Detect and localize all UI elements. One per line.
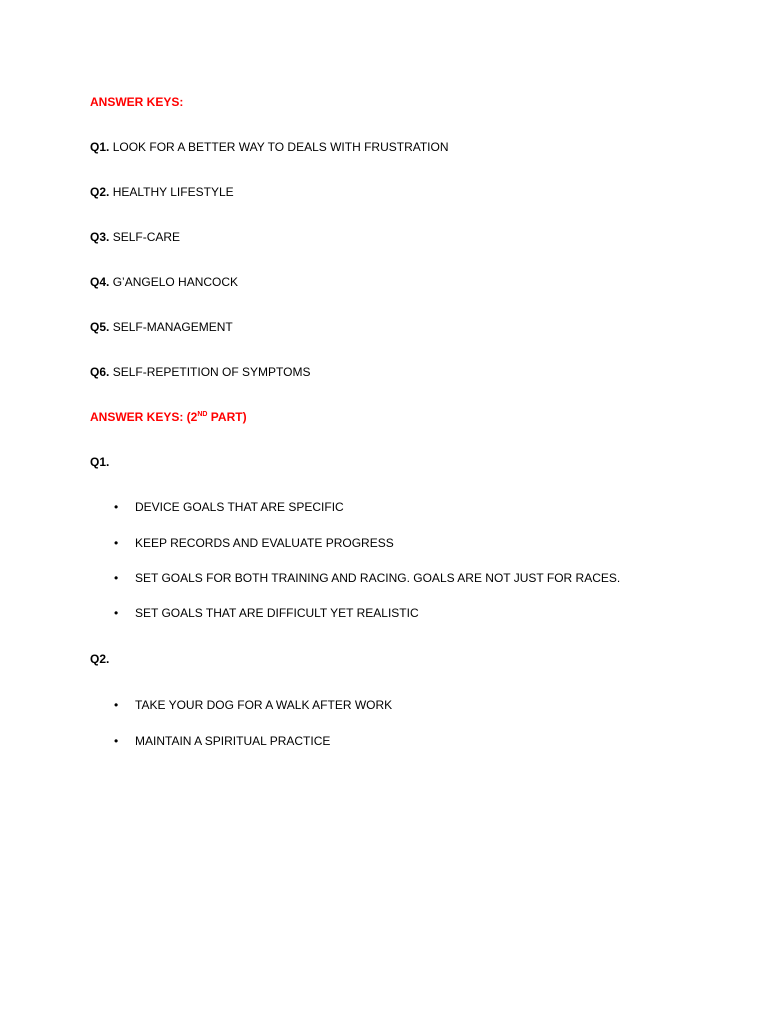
bullet-icon: • <box>114 536 119 550</box>
question-number: Q6. <box>90 365 110 379</box>
bullet-icon: • <box>114 500 119 514</box>
list-item <box>114 570 621 586</box>
answer-keys-heading: ANSWER KEYS: <box>90 95 184 109</box>
bullet-icon: • <box>114 606 119 620</box>
list-item <box>114 535 394 551</box>
heading-prefix: ANSWER KEYS: (2 <box>90 410 198 424</box>
answer-keys-part2-heading <box>90 409 247 425</box>
list-item <box>114 697 393 713</box>
answer-text: HEALTHY LIFESTYLE <box>112 185 234 199</box>
list-item <box>114 733 331 749</box>
list-item-text: KEEP RECORDS AND EVALUATE PROGRESS <box>135 536 394 550</box>
question-number: Q2. <box>90 185 110 199</box>
list-item-text: DEVICE GOALS THAT ARE SPECIFIC <box>135 500 344 514</box>
answer-q6 <box>90 364 311 380</box>
answer-q4 <box>90 274 238 290</box>
bullet-icon: • <box>114 571 119 585</box>
answer-text: LOOK FOR A BETTER WAY TO DEALS WITH FRUSTRATION <box>112 140 449 154</box>
answer-q2 <box>90 184 234 200</box>
bullet-icon: • <box>114 698 119 712</box>
answer-text: SELF-MANAGEMENT <box>112 320 233 334</box>
part2-q2-label: Q2. <box>90 652 110 666</box>
question-number: Q1. <box>90 140 110 154</box>
answer-q1 <box>90 139 449 155</box>
list-item-text: TAKE YOUR DOG FOR A WALK AFTER WORK <box>135 698 393 712</box>
heading-suffix: PART) <box>207 410 247 424</box>
answer-text: SELF-REPETITION OF SYMPTOMS <box>112 365 311 379</box>
part2-q1-label: Q1. <box>90 455 110 469</box>
answer-text: G’ANGELO HANCOCK <box>112 275 239 289</box>
question-number: Q4. <box>90 275 110 289</box>
list-item <box>114 499 344 515</box>
bullet-icon: • <box>114 734 119 748</box>
answer-text: SELF-CARE <box>112 230 181 244</box>
answer-q3 <box>90 229 180 245</box>
list-item-text: SET GOALS FOR BOTH TRAINING AND RACING. GOALS ARE NOT JUST FOR RACES. <box>135 571 621 585</box>
question-number: Q3. <box>90 230 110 244</box>
list-item-text: MAINTAIN A SPIRITUAL PRACTICE <box>135 734 331 748</box>
heading-superscript: ND <box>197 411 208 418</box>
list-item-text: SET GOALS THAT ARE DIFFICULT YET REALISTIC <box>135 606 419 620</box>
list-item <box>114 605 419 621</box>
answer-q5 <box>90 319 233 335</box>
question-number: Q5. <box>90 320 110 334</box>
